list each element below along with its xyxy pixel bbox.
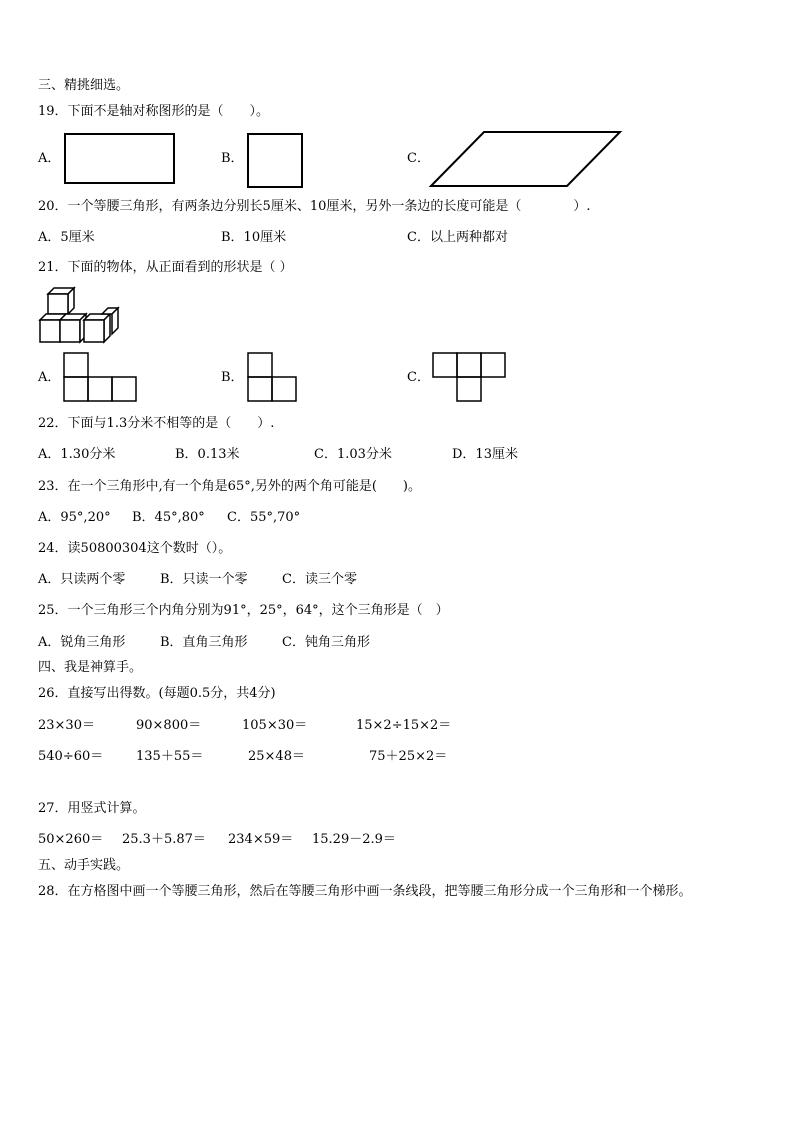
q25-option-a: A．锐角三角形 — [38, 635, 126, 650]
q21-option-b-label: B． — [221, 370, 244, 385]
question-28-stem: 28．在方格图中画一个等腰三角形，然后在等腰三角形中画一条线段，把等腰三角形分成一个三角形和一个梯形。 — [38, 884, 692, 899]
question-24-stem: 24．读50800304这个数时（）。 — [38, 541, 232, 556]
question-23-stem: 23．在一个三角形中,有一个角是65°,另外的两个角可能是( )。 — [38, 479, 421, 494]
question-27-stem: 27．用竖式计算。 — [38, 801, 146, 816]
q23-option-b: B．45°,80° — [132, 510, 205, 525]
q21-option-c-view — [432, 352, 508, 404]
question-19-stem: 19．下面不是轴对称图形的是（ ）。 — [38, 104, 270, 119]
q21-option-a-view — [63, 352, 139, 404]
square-figure — [247, 133, 303, 188]
parallelogram-figure — [428, 128, 624, 190]
q19-option-b-label: B． — [221, 151, 244, 166]
q26-item: 15×2÷15×2＝ — [356, 718, 452, 733]
q23-option-a: A．95°,20° — [38, 510, 111, 525]
section-4-title: 四、我是神算手。 — [38, 660, 143, 675]
q20-option-c: C．以上两种都对 — [407, 230, 508, 245]
q22-option-b: B．0.13米 — [175, 447, 240, 462]
q24-option-b: B．只读一个零 — [160, 572, 248, 587]
q26-item: 75＋25×2＝ — [369, 749, 448, 764]
q22-option-d: D．13厘米 — [452, 447, 518, 462]
section-3-title: 三、精挑细选。 — [38, 78, 130, 93]
q20-option-a: A．5厘米 — [38, 230, 95, 245]
q19-option-c-label: C． — [407, 151, 430, 166]
rectangle-figure — [64, 133, 175, 184]
q26-item: 105×30＝ — [242, 718, 308, 733]
q25-option-c: C．钝角三角形 — [282, 635, 370, 650]
cube-stack-figure — [38, 286, 122, 348]
q20-option-b: B．10厘米 — [221, 230, 287, 245]
q27-item: 50×260＝ — [38, 832, 104, 847]
q21-option-c-label: C． — [407, 370, 430, 385]
question-21-stem: 21．下面的物体，从正面看到的形状是（ ） — [38, 260, 293, 275]
question-25-stem: 25．一个三角形三个内角分别为91°，25°，64°，这个三角形是（ ） — [38, 603, 449, 618]
q26-item: 23×30＝ — [38, 718, 95, 733]
q26-item: 90×800＝ — [136, 718, 202, 733]
q21-option-b-view — [247, 352, 299, 404]
section-5-title: 五、动手实践。 — [38, 858, 130, 873]
q27-item: 25.3＋5.87＝ — [122, 832, 206, 847]
question-22-stem: 22．下面与1.3分米不相等的是（ ）. — [38, 416, 275, 431]
q22-option-c: C．1.03分米 — [314, 447, 392, 462]
q27-item: 15.29－2.9＝ — [312, 832, 396, 847]
q23-option-c: C．55°,70° — [227, 510, 301, 525]
q21-option-a-label: A． — [38, 370, 61, 385]
q19-option-a-label: A． — [38, 151, 61, 166]
q22-option-a: A．1.30分米 — [38, 447, 116, 462]
question-20-stem: 20．一个等腰三角形，有两条边分别长5厘米、10厘米，另外一条边的长度可能是（ ）. — [38, 199, 591, 214]
q24-option-c: C．读三个零 — [282, 572, 357, 587]
q26-item: 25×48＝ — [248, 749, 305, 764]
question-26-stem: 26．直接写出得数。(每题0.5分，共4分) — [38, 686, 276, 701]
q26-item: 540÷60＝ — [38, 749, 104, 764]
q25-option-b: B．直角三角形 — [160, 635, 248, 650]
q27-item: 234×59＝ — [228, 832, 294, 847]
q24-option-a: A．只读两个零 — [38, 572, 126, 587]
q26-item: 135＋55＝ — [136, 749, 204, 764]
